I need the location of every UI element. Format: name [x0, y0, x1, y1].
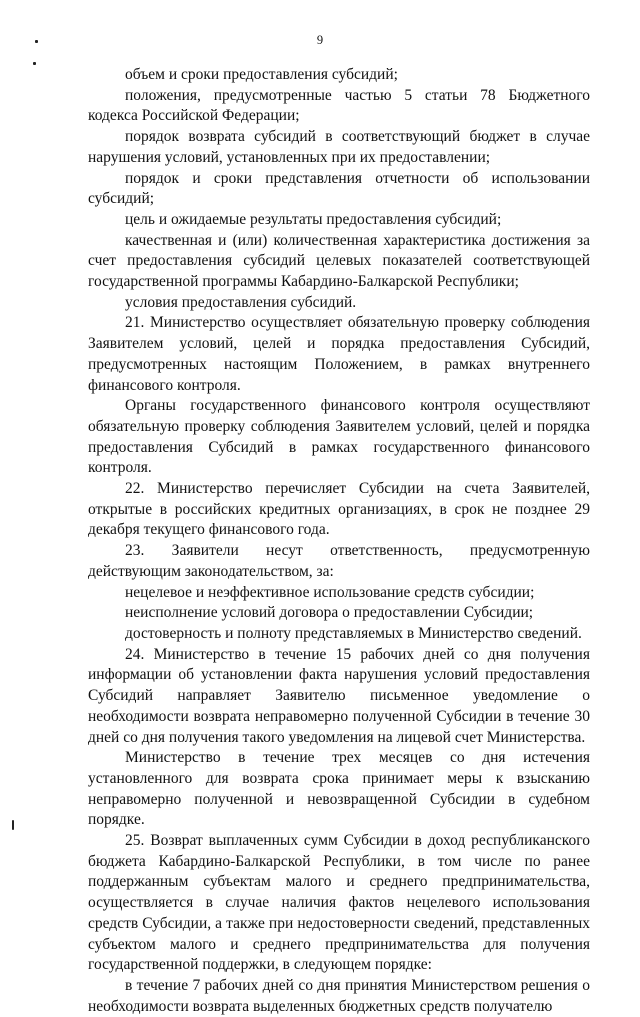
- paragraph: в течение 7 рабочих дней со дня принятия Министерством решения о необходимости возврата выделенных бюджетных средств получателю: [88, 976, 590, 1015]
- paragraph: нецелевое и неэффективное использование средств субсидии;: [125, 583, 535, 601]
- paragraph: Органы государственного финансового контроля осуществляют обязательную проверку соблюдения Заявителем условий, целей и порядка предоставления Субсидий в рамках государственного финансового контроля.: [88, 397, 590, 477]
- paragraph: достоверность и полноту представляемых в Министерство сведений.: [125, 624, 582, 642]
- scan-speck: [33, 62, 36, 65]
- paragraph: объем и сроки предоставления субсидий;: [125, 66, 398, 83]
- paragraph: порядок возврата субсидий в соответствующий бюджет в случае нарушения условий, установленных при их предоставлении;: [88, 128, 590, 166]
- paragraph: 24. Министерство в течение 15 рабочих дней со дня получения информации об установлении факта нарушения условий предоставления Субсидий направляет Заявителю письменное уведомление о необходимости возврата неправомерно полученной Субсидии в течение 30 дней со дня получения такого уведомления на лицевой счет Министерства.: [88, 645, 590, 746]
- document-body: [88, 65, 590, 1017]
- paragraph: качественная и (или) количественная характеристика достижения за счет предоставления субсидий целевых показателей соответствующей государственной программы Кабардино-Балкарской Республики;: [88, 231, 590, 291]
- page-number: 9: [316, 33, 324, 47]
- paragraph: цель и ожидаемые результаты предоставления субсидий;: [125, 210, 502, 228]
- paragraph: 22. Министерство перечисляет Субсидии на счета Заявителей, открытые в российских кредитных организациях, в срок не позднее 29 декабря текущего финансового года.: [88, 480, 590, 539]
- scan-speck: [12, 820, 14, 830]
- paragraph: условия предоставления субсидий.: [125, 293, 357, 311]
- paragraph: положения, предусмотренные частью 5 статьи 78 Бюджетного кодекса Российской Федерации;: [88, 86, 590, 125]
- paragraph: порядок и сроки представления отчетности об использовании субсидий;: [88, 169, 590, 208]
- paragraph: 23. Заявители несут ответственность, предусмотренную действующим законодательством, за:: [88, 542, 590, 580]
- paragraph: 25. Возврат выплаченных сумм Субсидии в доход республиканского бюджета Кабардино-Балкарской Республики, в том числе по ранее поддержанным субъектам малого и среднего предпринимательства, осуществляется в случае наличия фактов нецелевого использования средств Субсидии, а также при недостоверности сведений, представленных субъектом малого и среднего предпринимательства для получения государственной поддержки, в следующем порядке:: [88, 832, 590, 974]
- paragraph: Министерство в течение трех месяцев со дня истечения установленного для возврата срока принимает меры к взысканию неправомерно полученной и невозвращенной Субсидии в судебном порядке.: [88, 749, 590, 829]
- paragraph: неисполнение условий договора о предоставлении Субсидии;: [125, 604, 534, 622]
- paragraph: 21. Министерство осуществляет обязательную проверку соблюдения Заявителем условий, целей и порядка предоставления Субсидий, предусмотренных настоящим Положением, в рамках внутреннего финансового контроля.: [88, 314, 590, 394]
